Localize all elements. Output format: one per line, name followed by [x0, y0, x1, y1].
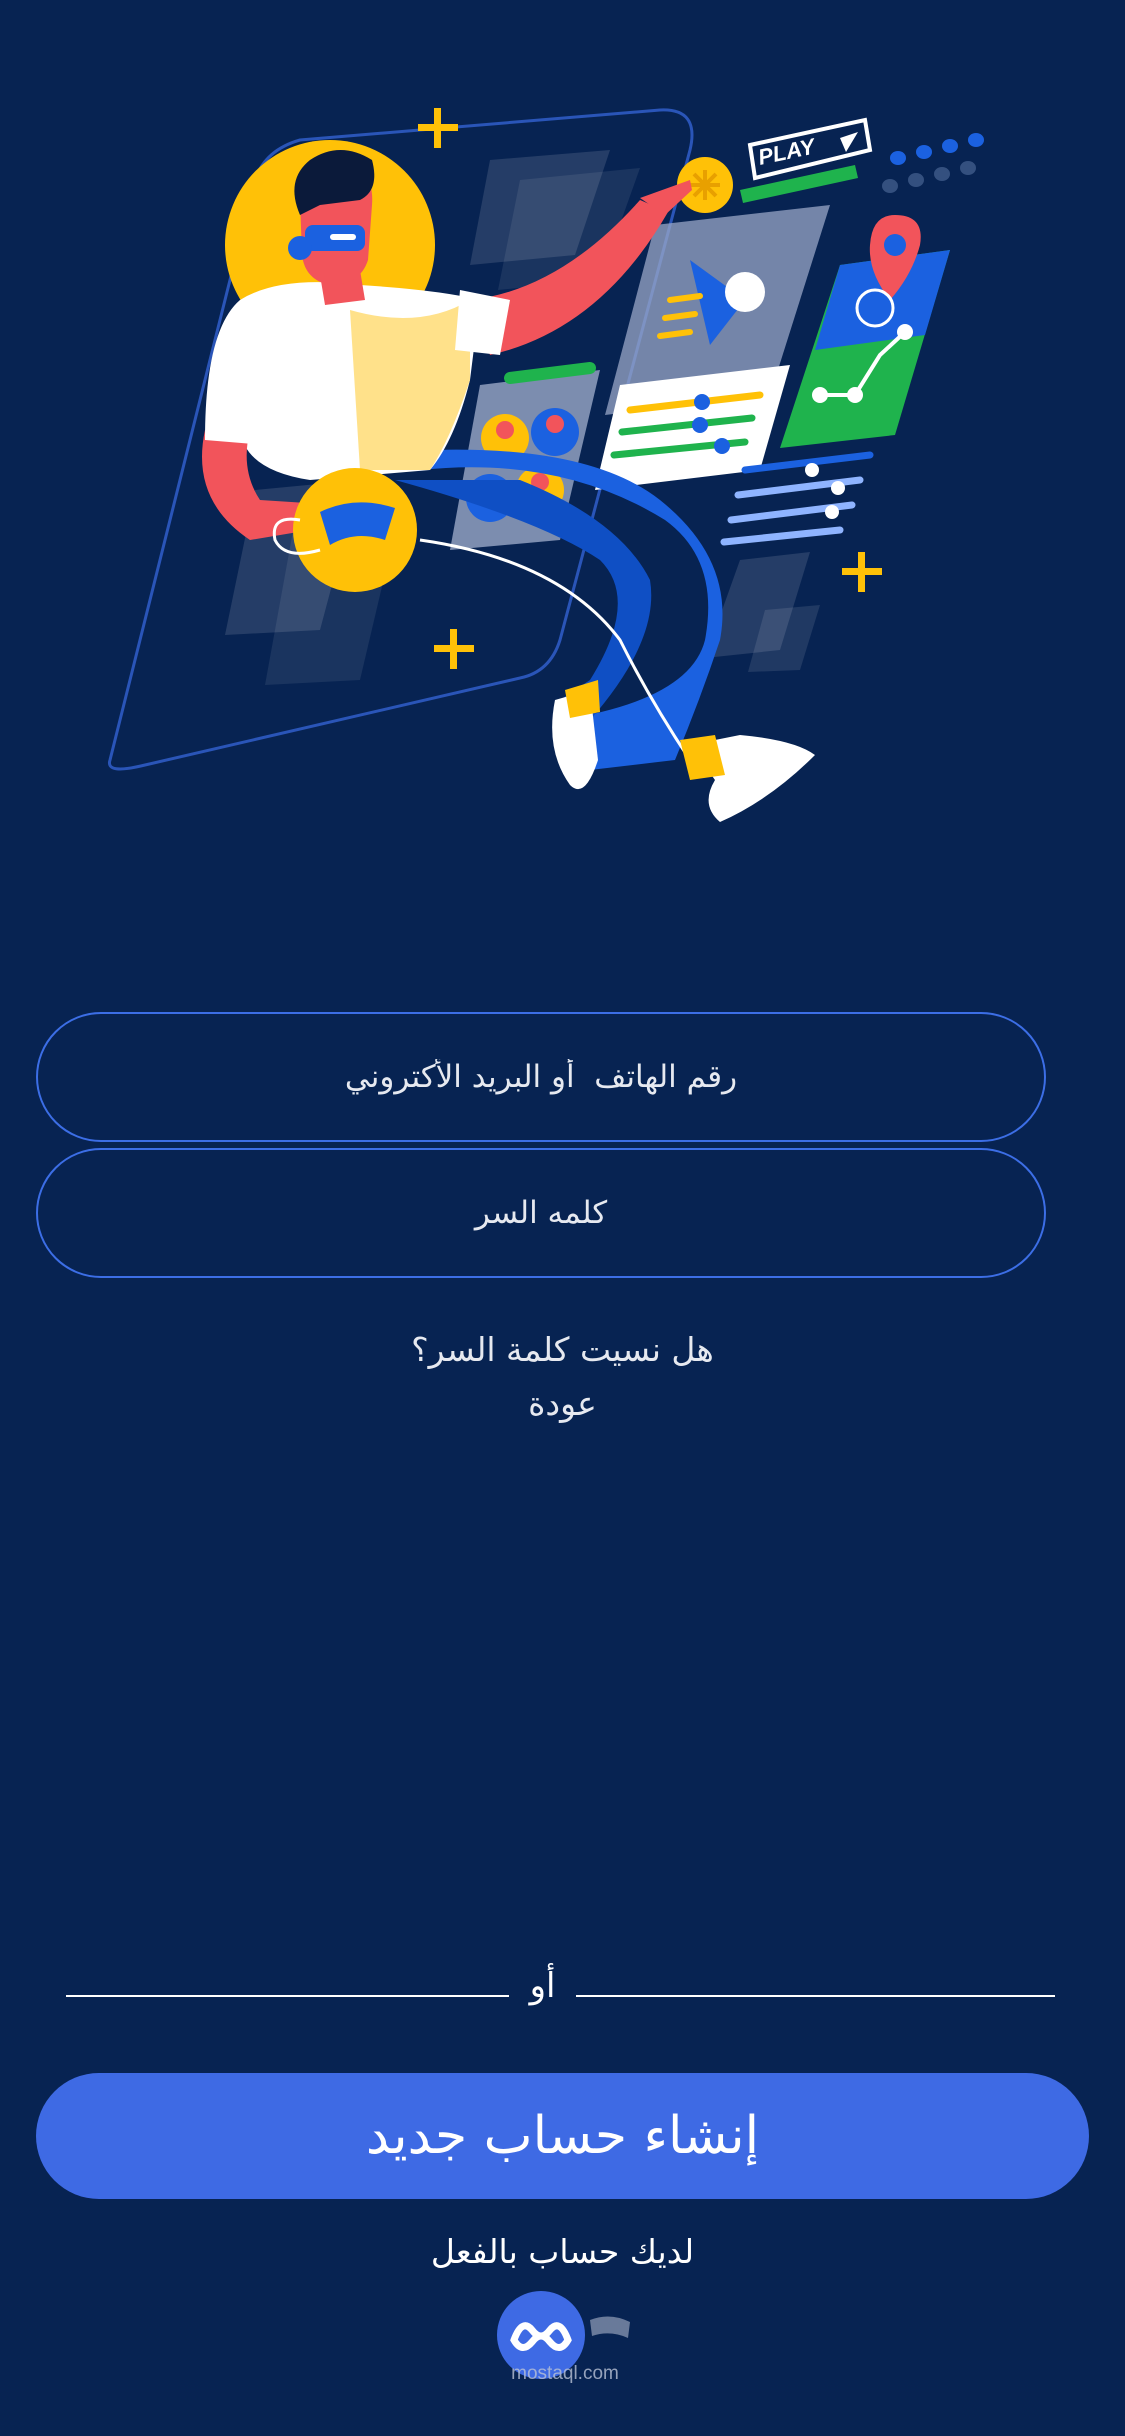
phone-email-input[interactable] [36, 1012, 1046, 1142]
forgot-password-link[interactable]: هل نسيت كلمة السر؟ [411, 1330, 714, 1369]
back-link[interactable]: عودة [528, 1384, 597, 1423]
create-account-button[interactable]: إنشاء حساب جديد [36, 2073, 1089, 2199]
watermark-text: mostaql.com [511, 2363, 619, 2384]
have-account-link[interactable]: لديك حساب بالفعل [430, 2232, 695, 2271]
password-input[interactable] [36, 1148, 1046, 1278]
divider-line-left [66, 1995, 509, 1997]
or-divider-label: أو [529, 1966, 556, 2006]
hero-illustration [0, 0, 1125, 900]
svg-text:PLAY: PLAY [755, 133, 817, 170]
divider-line-right [576, 1995, 1055, 1997]
